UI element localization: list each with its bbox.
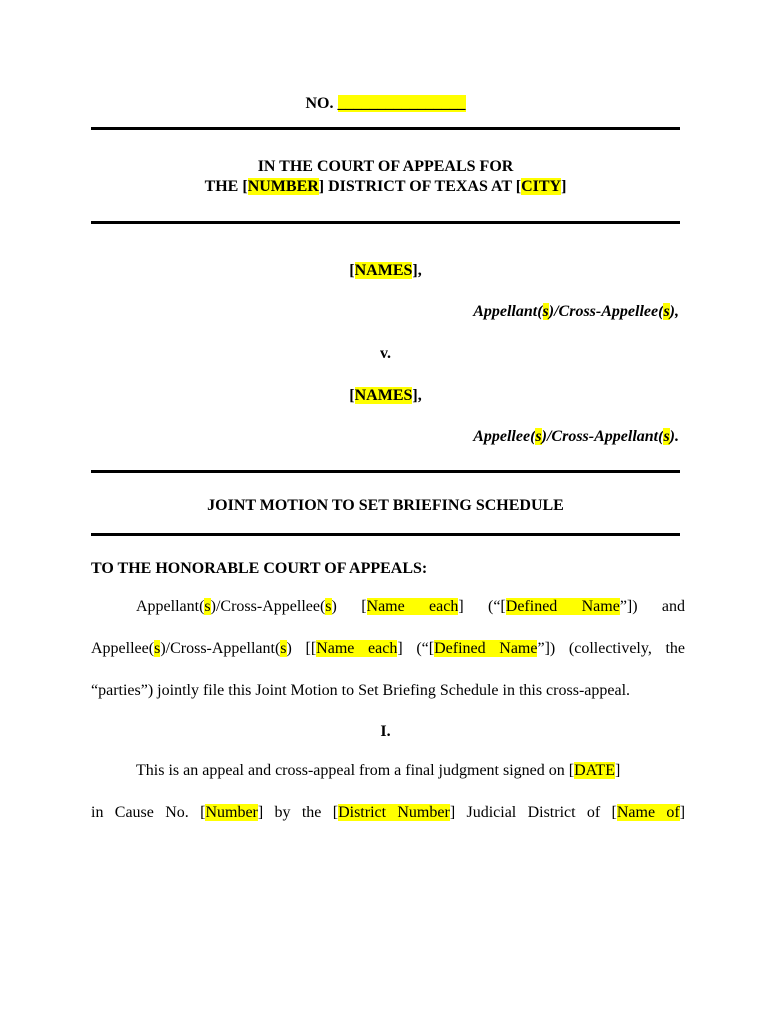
para1-line3: “parties”) jointly file this Joint Motion to Set Briefing Schedule in this cross-appeal. [91, 682, 631, 699]
para1-line2: Appellee(s)/Cross-Appellant(s) [[Name each] (“[Defined Name”]) (collectively, the [91, 640, 686, 657]
divider [91, 127, 680, 130]
para1-line1: Appellant(s)/Cross-Appellee(s) [Name each] (“[Defined Name”]) and [136, 598, 686, 615]
party1-role: Appellant(s)/Cross-Appellee(s), [473, 303, 679, 320]
case-number-line [91, 94, 680, 114]
date-placeholder: DATE [574, 762, 615, 779]
versus: v. [379, 345, 392, 362]
court-line-1: IN THE COURT OF APPEALS FOR [257, 158, 514, 175]
court-number-placeholder: NUMBER [247, 178, 319, 195]
divider [91, 221, 680, 224]
divider [91, 533, 680, 536]
party2-role: Appellee(s)/Cross-Appellant(s). [473, 428, 679, 445]
party1-names: [NAMES], [349, 262, 422, 279]
case-number-blank: ________________ [337, 95, 466, 112]
divider [91, 470, 680, 473]
party2-names: [NAMES], [349, 387, 422, 404]
party2-names-placeholder: NAMES [354, 387, 413, 404]
para2-line1: This is an appeal and cross-appeal from a final judgment signed on [DATE] [136, 762, 621, 779]
section-heading: I. [380, 723, 391, 740]
case-number-label: NO. [305, 95, 334, 112]
court-line-2: THE [NUMBER] DISTRICT OF TEXAS AT [CITY] [204, 178, 567, 195]
court-city-placeholder: CITY [521, 178, 562, 195]
salutation: TO THE HONORABLE COURT OF APPEALS: [91, 560, 428, 577]
party1-names-placeholder: NAMES [354, 262, 413, 279]
motion-title: JOINT MOTION TO SET BRIEFING SCHEDULE [207, 497, 564, 514]
para2-line2: in Cause No. [Number] by the [District Number] Judicial District of [Name of] [91, 804, 686, 821]
